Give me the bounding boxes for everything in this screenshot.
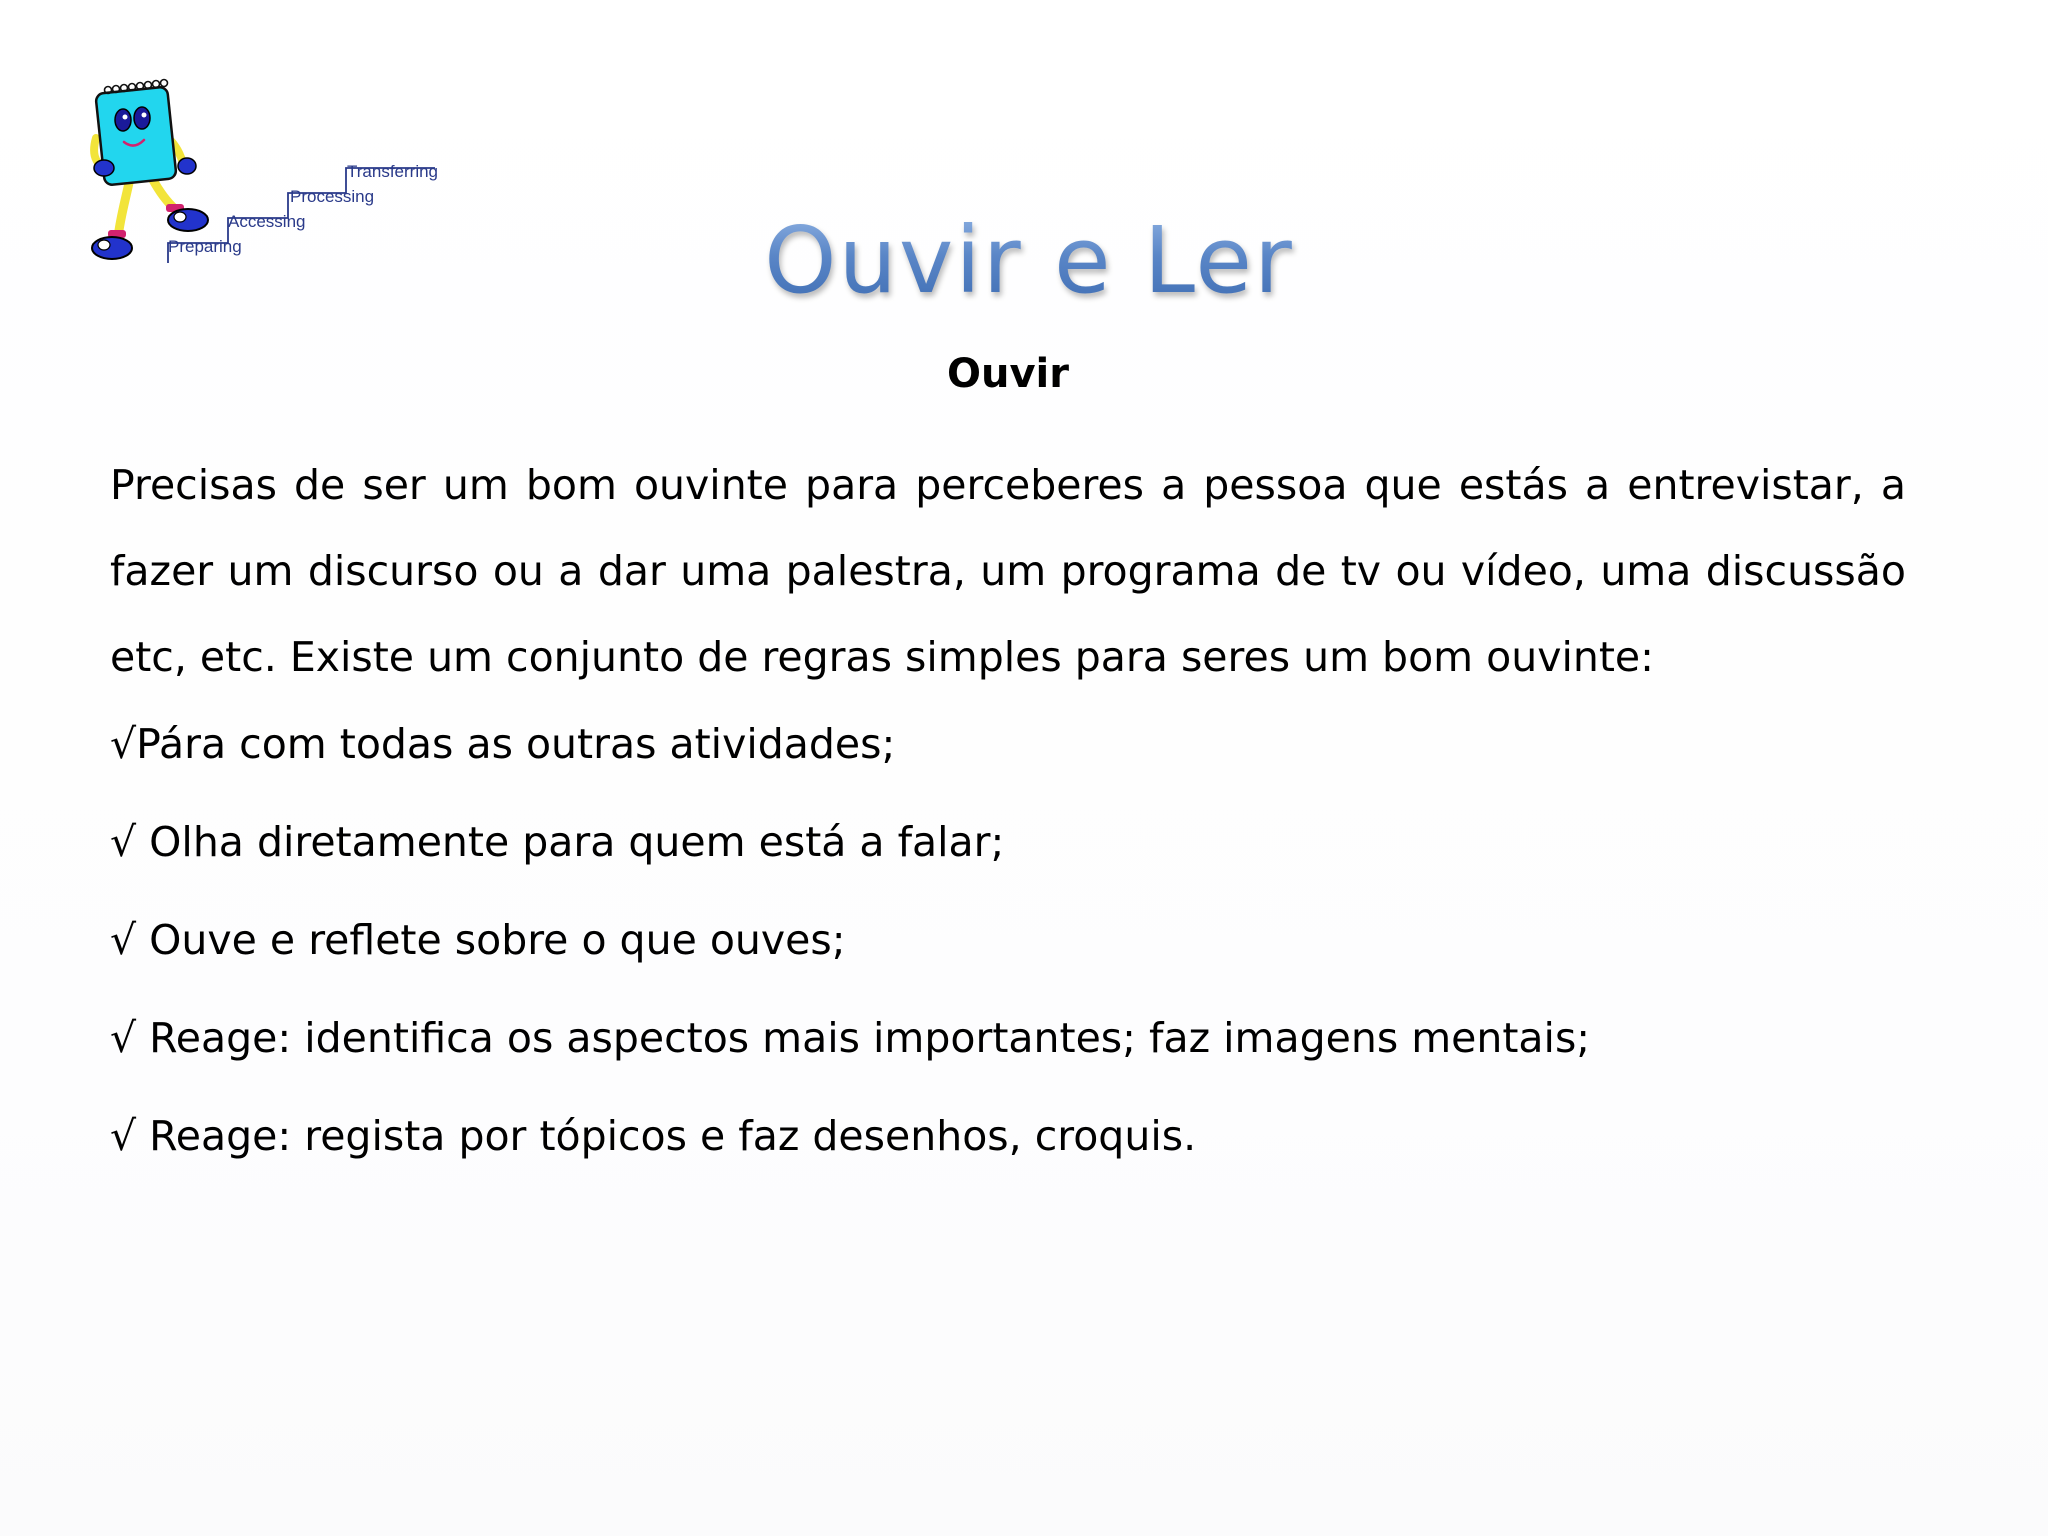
list-item: √ Ouve e reflete sobre o que ouves;	[110, 916, 846, 964]
slide-title: Ouvir e Ler	[764, 206, 1294, 314]
step-label-processing: Processing	[290, 187, 375, 206]
list-item: √ Reage: regista por tópicos e faz desenhos, croquis.	[110, 1112, 1197, 1160]
intro-paragraph: Precisas de ser um bom ouvinte para perceberes a pessoa que estás a entrevistar, a fazer um discurso ou a dar uma palestra, um programa de tv ou vídeo, uma discussão etc, etc. Existe um conjunto de regras simples para seres um bom ouvinte:	[110, 461, 1906, 681]
step-label-preparing: Preparing	[168, 237, 242, 256]
section-heading: Ouvir	[947, 351, 1069, 397]
step-label-accessing: Accessing	[228, 212, 306, 231]
step-label-transferring: Transferring	[347, 162, 439, 181]
list-item: √ Olha diretamente para quem está a falar;	[110, 818, 1005, 866]
list-item: √Pára com todas as outras atividades;	[110, 720, 896, 768]
list-item: √ Reage: identifica os aspectos mais importantes; faz imagens mentais;	[110, 1014, 1591, 1062]
listening-rules-list	[110, 698, 1906, 1188]
title-container	[0, 148, 2048, 372]
